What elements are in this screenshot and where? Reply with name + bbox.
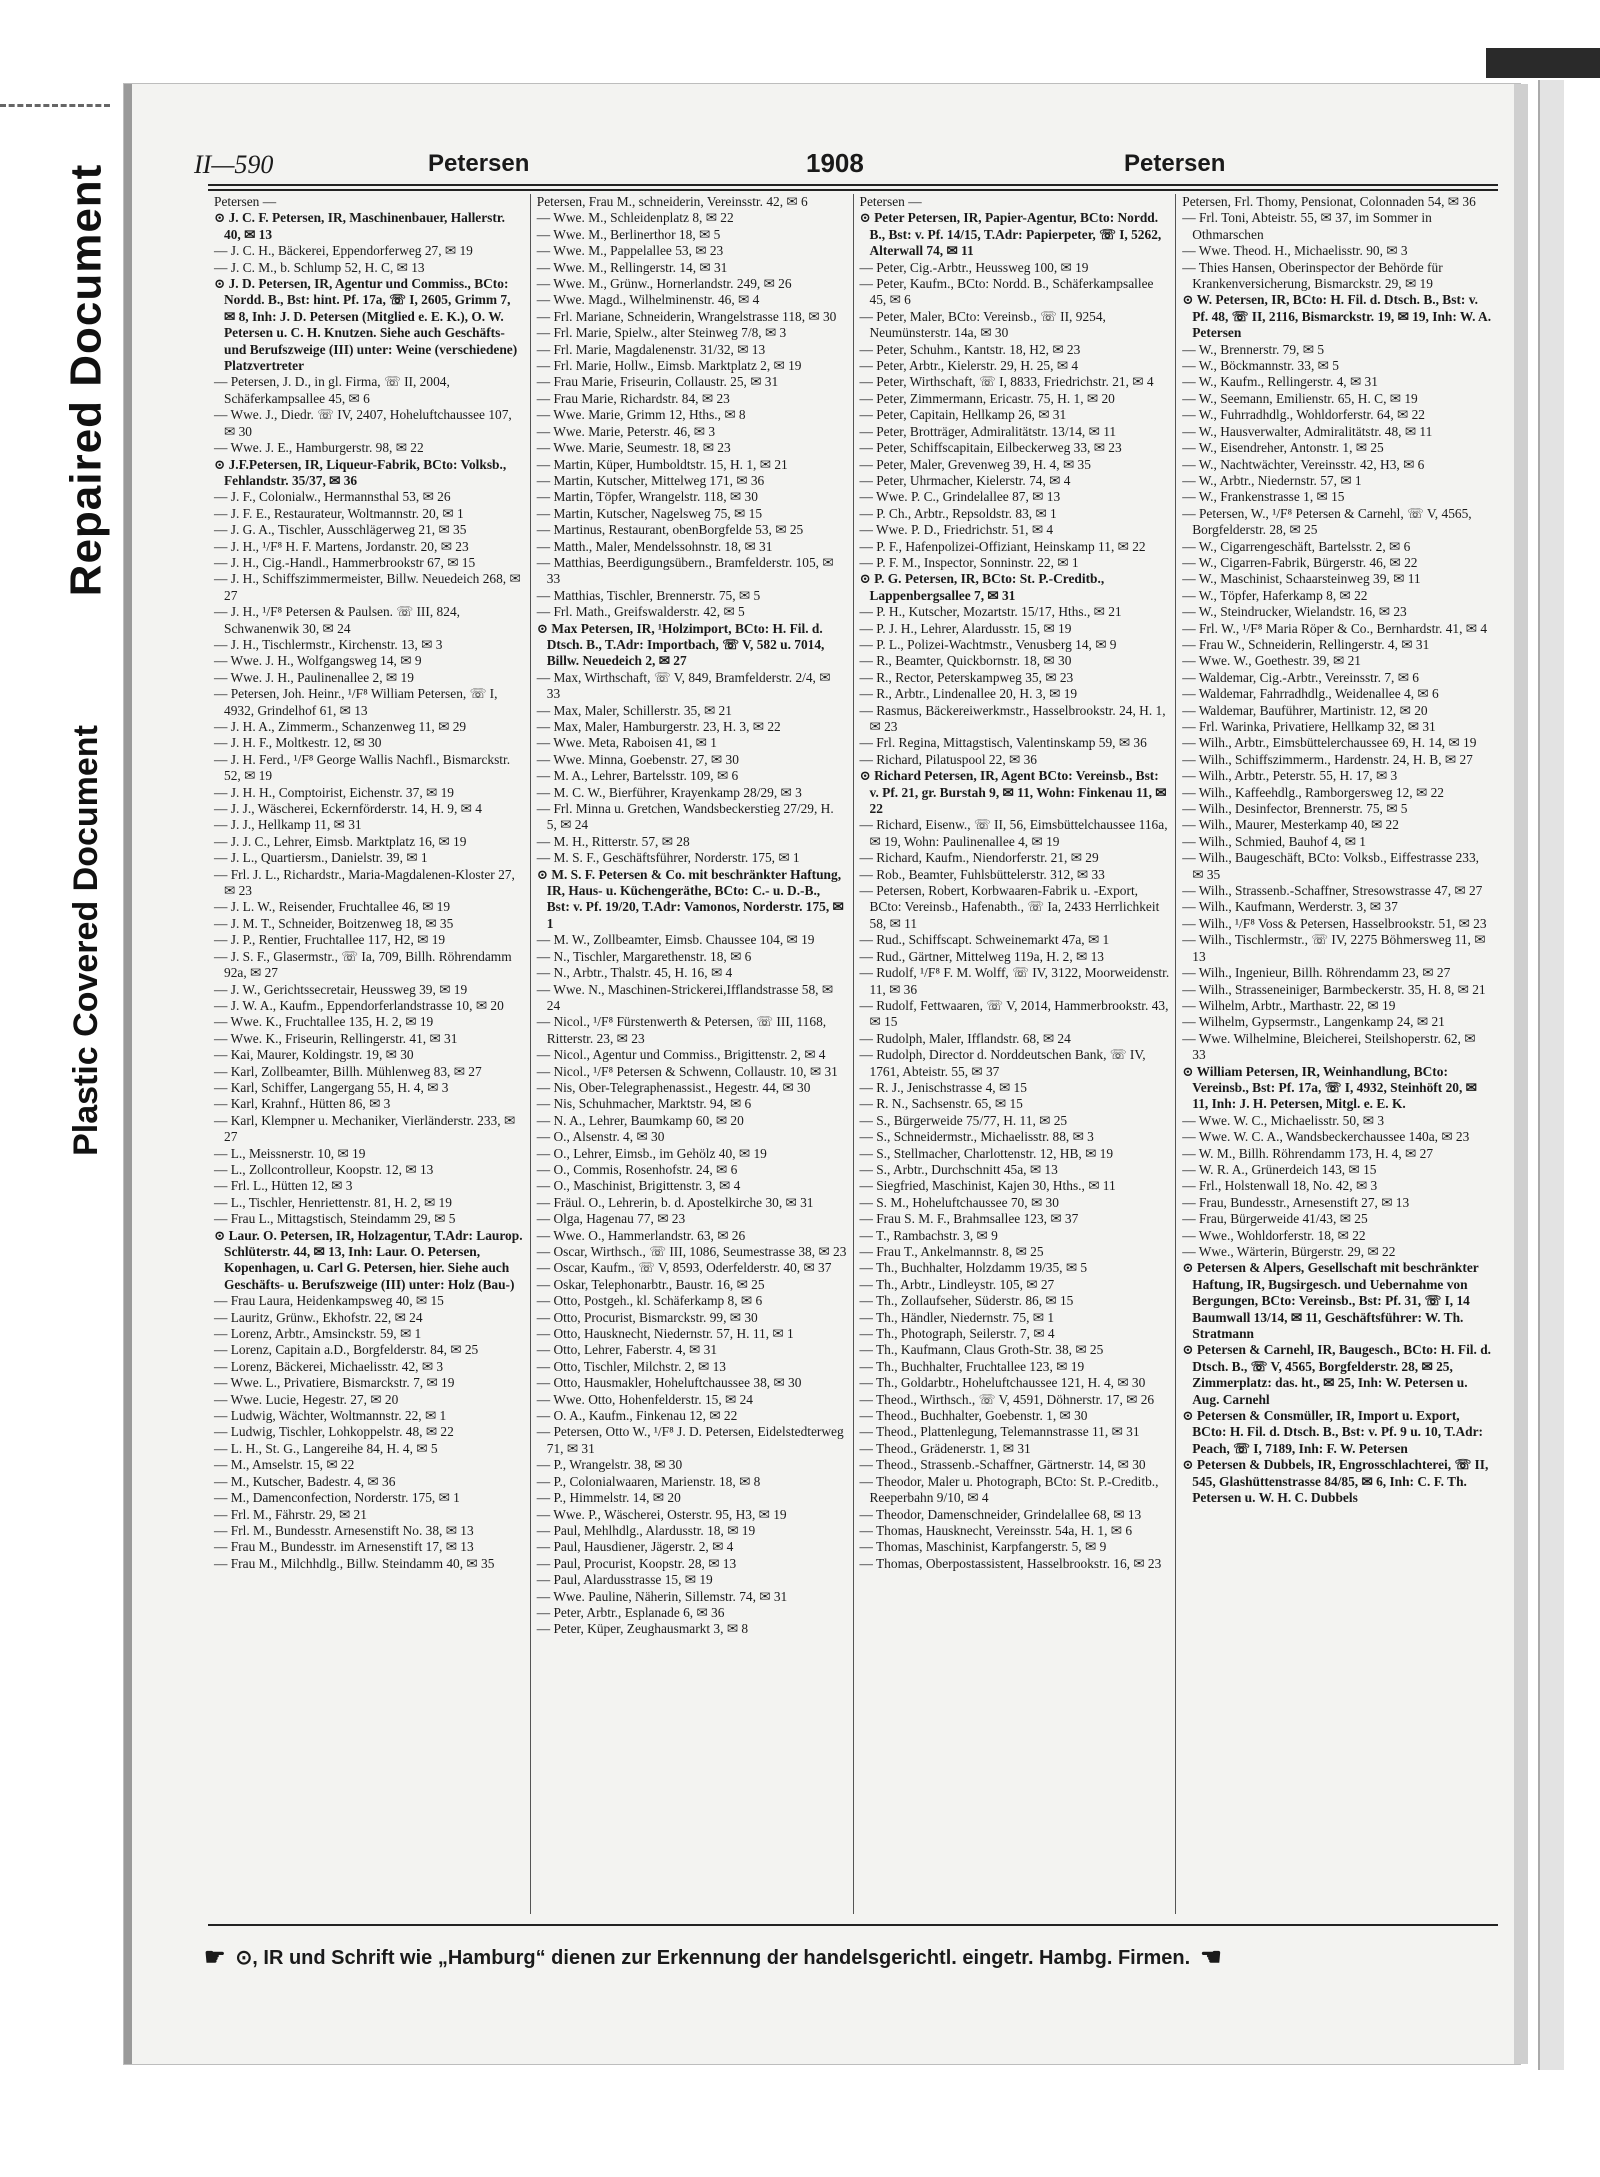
directory-entry: — J. G. A., Tischler, Ausschlägerweg 21, ✉ 35 [214,522,467,538]
directory-entry: — J. W., Gerichtssecretair, Heussweg 39, ✉ 19 [214,981,468,997]
directory-entry: — Thomas, Hausknecht, Vereinsstr. 54a, H. 1, ✉ 6 [859,1522,1133,1538]
directory-entry: — Theodor, Maler u. Photograph, BCto: St. P.-Creditb., Reeperbahn 9/10, ✉ 4 [859,1473,1159,1506]
directory-entry: — Frl. Minna u. Gretchen, Wandsbeckerstieg 27/29, H. 5, ✉ 24 [536,801,834,833]
footer-text: ⊙, IR und Schrift wie „Hamburg“ dienen zur Erkennung der handelsgerichtl. eingetr. Hambg. Firmen. [235,1946,1191,1969]
directory-entry: — Th., Photograph, Seilerstr. 7, ✉ 4 [859,1326,1055,1342]
directory-entry: — O., Lehrer, Eimsb., im Gehölz 40, ✉ 19 [536,1145,767,1161]
directory-entry: — J. C. M., b. Schlump 52, H. C, ✉ 13 [214,259,425,275]
column-1 [208,194,531,1914]
directory-entry: — Thomas, Maschinist, Karpfangerstr. 5, ✉ 9 [859,1539,1107,1555]
directory-entry: — Lauritz, Grünw., Ekhofstr. 22, ✉ 24 [214,1309,423,1325]
directory-entry: — Lorenz, Arbtr., Amsinckstr. 59, ✉ 1 [214,1326,422,1342]
directory-entry: — W., Steindrucker, Wielandstr. 16, ✉ 23 [1182,604,1407,620]
directory-entry: — Paul, Hausdiener, Jägerstr. 2, ✉ 4 [536,1539,734,1555]
directory-entry: — P. J. H., Lehrer, Alardusstr. 15, ✉ 19 [859,620,1072,636]
directory-entry: — Wwe. P. D., Friedrichstr. 51, ✉ 4 [859,522,1054,538]
directory-entry: — Peter, Schiffscapitain, Eilbeckerweg 33, ✉ 23 [859,440,1122,456]
directory-entry: — O., Commis, Rosenhofstr. 24, ✉ 6 [536,1161,738,1177]
directory-entry: — J. M. T., Schneider, Boitzenweg 18, ✉ 35 [214,915,454,931]
directory-entry: — Petersen, Joh. Heinr., ¹/F⁸ William Petersen, ☏ I, 4932, Grindelhof 61, ✉ 13 [214,686,498,718]
plastic-covered-label [58,680,114,1200]
directory-entry: — Peter, Arbtr., Kielerstr. 29, H. 25, ✉ 4 [859,358,1079,374]
directory-entry: — Peter, Arbtr., Esplanade 6, ✉ 36 [536,1604,725,1620]
directory-entry: — Wwe. Wilhelmine, Bleicherei, Steilshoperstr. 62, ✉ 33 [1182,1030,1476,1063]
directory-entry: — W., Brennerstr. 79, ✉ 5 [1182,341,1325,357]
directory-entry: — W., Maschinist, Schaarsteinweg 39, ✉ 11 [1182,571,1421,587]
directory-entry: — Otto, Procurist, Bismarckstr. 99, ✉ 30 [536,1309,758,1325]
directory-entry: — N., Arbtr., Thalstr. 45, H. 16, ✉ 4 [536,965,733,981]
directory-entry: — Frl. M., Bundesstr. Arnesenstift No. 38, ✉ 13 [214,1522,474,1538]
directory-entry: — Wilh., Baugeschäft, BCto: Volksb., Eiffestrasse 233, ✉ 35 [1182,850,1480,882]
directory-entry: — R. J., Jenischstrasse 4, ✉ 15 [859,1079,1027,1095]
directory-entry: — Wwe. M., Pappelallee 53, ✉ 23 [536,243,724,259]
repaired-document-text: Repaired Document [61,163,111,597]
directory-entry: — Wwe., Wärterin, Bürgerstr. 29, ✉ 22 [1182,1244,1396,1259]
directory-entry: — Thomas, Oberpostassistent, Hasselbrookstr. 16, ✉ 23 [859,1555,1162,1571]
scanner-corner-mark [1486,48,1600,78]
directory-entry: — O. A., Kaufm., Finkenau 12, ✉ 22 [536,1408,738,1424]
directory-entry: — Wwe. Meta, Raboisen 41, ✉ 1 [536,735,717,751]
firm-entry: ⊙ Laur. O. Petersen, IR, Holzagentur, T.Adr: Laurop. Schlüterstr. 44, ✉ 13, Inh: Laur. O. Petersen, Kopenhagen, u. Carl G. Petersen, hier. Siehe auch Geschäfts- u. Berufszweige (III) unter: Holz (Bau-) [214,1227,523,1292]
directory-entry: — Petersen, Robert, Korbwaaren-Fabrik u. -Export, BCto: Vereinsb., Hafenabth., ☏ Ia, 2433 Herrlichkeit 58, ✉ 11 [859,883,1160,931]
directory-entry: — Petersen, J. D., in gl. Firma, ☏ II, 2004, Schäferkampsallee 45, ✉ 6 [214,374,450,406]
directory-entry: — Frl. Mariane, Schneiderin, Wrangelstrasse 118, ✉ 30 [536,308,837,324]
page-left-edge [124,84,132,2064]
directory-entry: — J. F., Colonialw., Hermannsthal 53, ✉ 26 [214,489,451,505]
directory-entry: — J. L., Quartiersm., Danielstr. 39, ✉ 1 [214,850,428,866]
directory-entry: — Frl. J. L., Richardstr., Maria-Magdalenen-Kloster 27, ✉ 23 [214,866,515,899]
directory-entry: — P., Wrangelstr. 38, ✉ 30 [536,1457,683,1473]
directory-entry: — Wwe. W. C. A., Wandsbeckerchaussee 140a, ✉ 23 [1182,1129,1470,1145]
directory-entry: — Frl. Warinka, Privatiere, Hellkamp 32, ✉ 31 [1182,719,1436,734]
directory-entry: — Wilh., Desinfector, Brennerstr. 75, ✉ 5 [1182,801,1408,817]
directory-entry: — O., Alsenstr. 4, ✉ 30 [536,1129,665,1145]
page-right-edge [1514,84,1528,2064]
directory-entry: — Wwe. P. C., Grindelallee 87, ✉ 13 [859,489,1061,505]
directory-entry: — Ludwig, Tischler, Lohkoppelstr. 48, ✉ 22 [214,1424,454,1440]
directory-entry: — M. H., Ritterstr. 57, ✉ 28 [536,833,690,849]
directory-entry: Petersen — [214,194,277,209]
directory-entry: — Wilh., Ingenieur, Billh. Röhrendamm 23, ✉ 27 [1182,965,1451,981]
directory-entry: — W., Eisendreher, Antonstr. 1, ✉ 25 [1182,440,1384,456]
directory-entry: — Wilh., Arbtr., Peterstr. 55, H. 17, ✉ 3 [1182,768,1398,784]
directory-entry: — P. L., Polizei-Wachtmstr., Venusberg 14, ✉ 9 [859,636,1117,652]
directory-entry: — Peter, Maler, BCto: Vereinsb., ☏ II, 9254, Neumünsterstr. 14a, ✉ 30 [859,308,1106,341]
directory-entry: — Fräul. O., Lehrerin, b. d. Apostelkirche 30, ✉ 31 [536,1194,814,1210]
directory-entry: — Oskar, Telephonarbtr., Baustr. 16, ✉ 25 [536,1276,765,1292]
directory-entry: — Peter, Zimmermann, Ericastr. 75, H. 1, ✉ 20 [859,390,1115,406]
directory-entry: — J. H., Schiffszimmermeister, Billw. Neuedeich 268, ✉ 27 [214,571,521,603]
directory-entry: — M. C. W., Bierführer, Krayenkamp 28/29, ✉ 3 [536,784,802,800]
header-year: 1908 [806,148,864,178]
directory-entry: — J. J. C., Lehrer, Eimsb. Marktplatz 16, ✉ 19 [214,833,467,849]
firm-entry: ⊙ William Petersen, IR, Weinhandlung, BCto: Vereinsb., Bst: Pf. 17a, ☏ I, 4932, Steinhöft 20, ✉ 11, Inh: J. H. Petersen, Mitgl. e. E. K. [1182,1063,1477,1112]
directory-entry: — Frl. Marie, Spielw., alter Steinweg 7/8, ✉ 3 [536,325,787,341]
directory-entry: — Wwe. W., Goethestr. 39, ✉ 21 [1182,653,1361,669]
plastic-covered-text: Plastic Covered Document [66,724,105,1156]
directory-entry: — Th., Buchhalter, Holzdamm 19/35, ✉ 5 [859,1260,1088,1276]
directory-entry: — Rudolf, Fettwaaren, ☏ V, 2014, Hammerbrookstr. 43, ✉ 15 [859,997,1169,1030]
directory-entry: — J. C. H., Bäckerei, Eppendorferweg 27, ✉ 19 [214,243,473,259]
directory-entry: — Rasmus, Bäckereiwerkmstr., Hasselbrookstr. 24, H. 1, ✉ 23 [859,702,1166,734]
directory-entry: — Otto, Postgeh., kl. Schäferkamp 8, ✉ 6 [536,1293,763,1309]
directory-entry: — P. Ch., Arbtr., Repsoldstr. 83, ✉ 1 [859,505,1057,521]
directory-entry: — J. H. H., Comptoirist, Eichenstr. 37, ✉ 19 [214,784,454,800]
directory-entry: — Peter, Brotträger, Admiralitätstr. 13/14, ✉ 11 [859,423,1117,439]
directory-entry: — Wilh., Strassenb.-Schaffner, Stresowstrasse 47, ✉ 27 [1182,883,1483,899]
directory-entry: — Karl, Krahnf., Hütten 86, ✉ 3 [214,1096,391,1112]
directory-entry: — Th., Arbtr., Lindleystr. 105, ✉ 27 [859,1276,1055,1292]
directory-entry: — Th., Zollaufseher, Süderstr. 86, ✉ 15 [859,1293,1074,1309]
directory-entry: — Rud., Gärtner, Mittelweg 119a, H. 2, ✉ 13 [859,948,1104,964]
directory-entry: — Wwe. Marie, Seumestr. 18, ✉ 23 [536,440,731,456]
page-header [194,146,1494,186]
directory-entry: — J. H., Tischlermstr., Kirchenstr. 13, ✉ 3 [214,636,443,652]
directory-entry: — Peter, Küper, Zeughausmarkt 3, ✉ 8 [536,1621,749,1637]
directory-entry: — W., Kaufm., Rellingerstr. 4, ✉ 31 [1182,374,1378,390]
directory-entry: — J. F. E., Restaurateur, Woltmannstr. 20, ✉ 1 [214,505,464,521]
directory-entry: — M. A., Lehrer, Bartelsstr. 109, ✉ 6 [536,768,739,784]
directory-entry: — Wilh., Schiffszimmerm., Hardenstr. 24, H. B, ✉ 27 [1182,751,1473,767]
directory-entry: — Frau Marie, Friseurin, Collaustr. 25, ✉ 31 [536,374,779,390]
directory-entry: — Wilhelm, Arbtr., Marthastr. 22, ✉ 19 [1182,997,1396,1013]
directory-entry: — W. M., Billh. Röhrendamm 173, H. 4, ✉ 27 [1182,1145,1434,1161]
directory-entry: — Wwe. Theod. H., Michaelisstr. 90, ✉ 3 [1182,243,1408,259]
directory-entry: — Matth., Maler, Mendelssohnstr. 18, ✉ 31 [536,538,773,554]
directory-entry: — Frau Marie, Richardstr. 84, ✉ 23 [536,390,730,406]
directory-entry: — Rud., Schiffscapt. Schweinemarkt 47a, ✉ 1 [859,932,1110,948]
directory-entry: — J. P., Rentier, Fruchtallee 117, H2, ✉ 19 [214,932,446,948]
directory-entry: — J. H. A., Zimmerm., Schanzenweg 11, ✉ 29 [214,719,467,734]
column-2 [531,194,854,1914]
footer-rule [208,1924,1498,1926]
directory-entry: — W., Frankenstrasse 1, ✉ 15 [1182,489,1345,505]
directory-entry: — Peter, Capitain, Hellkamp 26, ✉ 31 [859,407,1067,423]
directory-entry: Petersen, Frl. Thomy, Pensionat, Colonnaden 54, ✉ 36 [1182,194,1476,209]
directory-entry: — M., Kutscher, Badestr. 4, ✉ 36 [214,1473,396,1489]
firm-entry: ⊙ J.F.Petersen, IR, Liqueur-Fabrik, BCto: Volksb., Fehlandstr. 35/37, ✉ 36 [214,456,507,488]
pointing-hand-left-icon: ☛ [204,1943,226,1971]
directory-entry: — Frl. Marie, Hollw., Eimsb. Marktplatz 2, ✉ 19 [536,358,802,374]
directory-entry: — Wwe. L., Privatiere, Bismarckstr. 7, ✉ 19 [214,1375,455,1391]
directory-entry: — Frau W., Schneiderin, Rellingerstr. 4, ✉ 31 [1182,636,1430,652]
directory-entry: — Karl, Schiffer, Langergang 55, H. 4, ✉ 3 [214,1079,449,1095]
directory-entry: — J. L. W., Reisender, Fruchtallee 46, ✉ 19 [214,899,451,915]
directory-entry: — Richard, Kaufm., Niendorferstr. 21, ✉ 29 [859,850,1099,866]
directory-entry: — Max, Maler, Schillerstr. 35, ✉ 21 [536,702,732,718]
directory-entry: — W., Cigarrengeschäft, Bartelsstr. 2, ✉ 6 [1182,538,1411,554]
directory-entry: — Petersen, Otto W., ¹/F⁸ J. D. Petersen, Eidelstedterweg 71, ✉ 31 [536,1424,844,1456]
directory-entry: — Olga, Hagenau 77, ✉ 23 [536,1211,686,1227]
directory-entry: — P. F., Hafenpolizei-Offiziant, Heinskamp 11, ✉ 22 [859,538,1146,554]
directory-entry: — Wwe. Marie, Grimm 12, Hths., ✉ 8 [536,407,746,423]
directory-entry: — Paul, Alardusstrasse 15, ✉ 19 [536,1572,713,1588]
directory-entry: — T., Rambachstr. 3, ✉ 9 [859,1227,998,1243]
directory-entry: — W., Arbtr., Niedernstr. 57, ✉ 1 [1182,472,1362,488]
directory-entry: — Matthias, Tischler, Brennerstr. 75, ✉ 5 [536,587,761,603]
directory-entry: — Wwe. M., Berlinerthor 18, ✉ 5 [536,226,721,242]
directory-entry: — Frl. W., ¹/F⁸ Maria Röper & Co., Bernhardstr. 41, ✉ 4 [1182,620,1488,636]
directory-entry: — R., Rector, Peterskampweg 35, ✉ 23 [859,669,1074,685]
directory-entry: — Max, Wirthschaft, ☏ V, 849, Bramfelderstr. 2/4, ✉ 33 [536,669,831,702]
directory-entry: — Th., Händler, Niedernstr. 75, ✉ 1 [859,1309,1055,1325]
directory-entry: — Wwe. Lucie, Hegestr. 27, ✉ 20 [214,1391,399,1407]
directory-entry: — Theod., Buchhalter, Goebenstr. 1, ✉ 30 [859,1408,1088,1424]
header-rule-2 [208,189,1498,191]
directory-entry: — W., Böckmannstr. 33, ✉ 5 [1182,358,1339,374]
directory-entry: — Frl. Marie, Magdalenenstr. 31/32, ✉ 13 [536,341,766,357]
directory-entry: — Wwe. J., Diedr. ☏ IV, 2407, Hoheluftchaussee 107, ✉ 30 [214,407,512,439]
page-footer [204,1940,1504,1974]
directory-entry: — R., Arbtr., Lindenallee 20, H. 3, ✉ 19 [859,686,1078,702]
directory-entry: — N. A., Lehrer, Baumkamp 60, ✉ 20 [536,1112,744,1128]
directory-entry: — Paul, Procurist, Koopstr. 28, ✉ 13 [536,1555,737,1571]
directory-entry: — Wwe., Wohldorferstr. 18, ✉ 22 [1182,1227,1366,1243]
directory-entry: — Wilh., ¹/F⁸ Voss & Petersen, Hasselbrookstr. 51, ✉ 23 [1182,915,1487,931]
directory-entry: — Wwe. Magd., Wilhelminenstr. 46, ✉ 4 [536,292,760,308]
directory-entry: — Wwe. Minna, Goebenstr. 27, ✉ 30 [536,751,739,767]
firm-entry: ⊙ Petersen & Dubbels, IR, Engrosschlachterei, ☏ II, 545, Glashüttenstrasse 84/85, ✉ 6, Inh: C. F. Th. Petersen u. W. H. C. Dubbels [1182,1457,1489,1506]
directory-entry: — Wwe. O., Hammerlandstr. 63, ✉ 26 [536,1227,746,1243]
directory-entry: — J. H., ¹/F⁸ H. F. Martens, Jordanstr. 20, ✉ 23 [214,538,469,554]
directory-entry: — Wwe. M., Rellingerstr. 14, ✉ 31 [536,259,728,275]
directory-entry: — Karl, Klempner u. Mechaniker, Vierländerstr. 233, ✉ 27 [214,1112,516,1145]
page-binding-edge [1538,80,1564,2070]
directory-entry: — Th., Goldarbtr., Hoheluftchaussee 121, H. 4, ✉ 30 [859,1375,1146,1391]
directory-entry: — Frl. Toni, Abteistr. 55, ✉ 37, im Sommer in Othmarschen [1182,210,1432,242]
firm-entry: ⊙ J. C. F. Petersen, IR, Maschinenbauer, Hallerstr. 40, ✉ 13 [214,210,505,242]
directory-entry: — Wwe. M., Grünw., Hornerlandstr. 249, ✉ 26 [536,276,792,292]
firm-entry: ⊙ W. Petersen, IR, BCto: H. Fil. d. Dtsch. B., Bst: v. Pf. 48, ☏ II, 2116, Bismarckstr. 19, ✉ 19, Inh: W. A. Petersen [1182,292,1492,341]
directory-entry: — S., Stellmacher, Charlottenstr. 12, HB, ✉ 19 [859,1145,1114,1161]
directory-entry: — Wwe. K., Friseurin, Rellingerstr. 41, ✉ 31 [214,1030,458,1046]
directory-entry: — Martin, Kutscher, Nagelsweg 75, ✉ 15 [536,505,763,521]
directory-entry: Petersen — [859,194,922,209]
directory-entry: — Nis, Schuhmacher, Marktstr. 94, ✉ 6 [536,1096,752,1112]
directory-entry: — Rudolf, ¹/F⁸ F. M. Wolff, ☏ IV, 3122, Moorweidenstr. 11, ✉ 36 [859,965,1170,997]
directory-entry: — W., Seemann, Emilienstr. 65, H. C, ✉ 19 [1182,390,1418,406]
directory-entry: — Wwe. M., Schleidenplatz 8, ✉ 22 [536,210,734,226]
directory-entry: — Oscar, Kaufm., ☏ V, 8593, Oderfelderstr. 40, ✉ 37 [536,1260,832,1276]
directory-entry: — Ludwig, Wächter, Woltmannstr. 22, ✉ 1 [214,1408,447,1424]
directory-entry: — J. H., Cig.-Handl., Hammerbrookstr 67, ✉ 15 [214,554,476,570]
directory-entry: — Nis, Ober-Telegraphenassist., Hegestr. 44, ✉ 30 [536,1079,811,1095]
directory-entry: — Rudolph, Maler, Ifflandstr. 68, ✉ 24 [859,1030,1071,1046]
directory-entry: — J. W. A., Kaufm., Eppendorferlandstrasse 10, ✉ 20 [214,997,504,1013]
directory-entry: — Nicol., ¹/F⁸ Fürstenwerth & Petersen, ☏ III, 1168, Ritterstr. 23, ✉ 23 [536,1014,827,1046]
directory-entry: — J. H. F., Moltkestr. 12, ✉ 30 [214,735,382,751]
directory-entry: — Richard, Pilatuspool 22, ✉ 36 [859,751,1037,767]
directory-entry: — Nicol., ¹/F⁸ Petersen & Schwenn, Collaustr. 10, ✉ 31 [536,1063,838,1079]
directory-entry: — Matthias, Beerdigungsübern., Bramfelderstr. 105, ✉ 33 [536,554,834,587]
directory-entry: — Th., Buchhalter, Fruchtallee 123, ✉ 19 [859,1358,1085,1374]
directory-entry: — L., Tischler, Henriettenstr. 81, H. 2, ✉ 19 [214,1194,452,1210]
directory-entry: — W., Cigarren-Fabrik, Bürgerstr. 46, ✉ 22 [1182,554,1418,570]
directory-entry: — O., Maschinist, Brigittenstr. 3, ✉ 4 [536,1178,741,1194]
directory-entry: — R. N., Sachsenstr. 65, ✉ 15 [859,1096,1023,1112]
directory-entry: — Paul, Mehlhdlg., Alardusstr. 18, ✉ 19 [536,1522,756,1538]
directory-entry: — Otto, Hausknecht, Niedernstr. 57, H. 11, ✉ 1 [536,1326,794,1342]
directory-entry: — Peter, Cig.-Arbtr., Heussweg 100, ✉ 19 [859,259,1089,275]
directory-entry: — Lorenz, Capitain a.D., Borgfelderstr. 84, ✉ 25 [214,1342,479,1358]
directory-entry: — Richard, Eisenw., ☏ II, 56, Eimsbüttelchaussee 116a, ✉ 19, Wohn: Paulinenallee 4, ✉ 19 [859,817,1168,849]
directory-entry: — J. H., ¹/F⁸ Petersen & Paulsen. ☏ III, 824, Schwanenwik 30, ✉ 24 [214,604,460,636]
pointing-hand-right-icon: ☚ [1200,1943,1222,1971]
directory-entry: — J. J., Hellkamp 11, ✉ 31 [214,817,362,833]
directory-entry: — Wwe. Marie, Peterstr. 46, ✉ 3 [536,423,716,439]
directory-entry: — W. R. A., Grünerdeich 143, ✉ 15 [1182,1161,1377,1177]
directory-entry: — L. H., St. G., Langereihe 84, H. 4, ✉ 5 [214,1440,438,1456]
directory-entry: — Frau T., Ankelmannstr. 8, ✉ 25 [859,1244,1044,1259]
directory-entry: — Wwe. Otto, Hohenfelderstr. 15, ✉ 24 [536,1391,754,1407]
directory-entry: — Frau, Bürgerweide 41/43, ✉ 25 [1182,1211,1368,1227]
directory-entry: — Thies Hansen, Oberinspector der Behörde für Krankenversicherung, Bismarckstr. 29, ✉ 19 [1182,259,1443,292]
directory-entry: — Wwe. J. H., Wolfgangsweg 14, ✉ 9 [214,653,422,669]
directory-entry: — P. H., Kutscher, Mozartstr. 15/17, Hths., ✉ 21 [859,604,1122,620]
directory-columns [208,194,1498,1914]
directory-entry: — M. S. F., Geschäftsführer, Norderstr. 175, ✉ 1 [536,850,800,866]
directory-entry: — Frl. L., Hütten 12, ✉ 3 [214,1178,353,1194]
firm-entry: ⊙ Max Petersen, IR, ¹Holzimport, BCto: H. Fil. d. Dtsch. B., T.Adr: Importbach, ☏ V, 582 u. 7014, Billw. Neuedeich 2, ✉ 27 [536,620,825,669]
firm-entry: ⊙ Peter Petersen, IR, Papier-Agentur, BCto: Nordd. B., Bst: v. Pf. 14/15, T.Adr: Papierpeter, ☏ I, 5262, Alterwall 74, ✉ 11 [859,210,1162,259]
directory-entry: — Max, Maler, Hamburgerstr. 23, H. 3, ✉ 22 [536,719,781,734]
directory-entry: — Peter, Wirthschaft, ☏ I, 8833, Friedrichstr. 21, ✉ 4 [859,374,1154,390]
directory-entry: — Wilhelm, Gypsermstr., Langenkamp 24, ✉ 21 [1182,1014,1445,1030]
firm-entry: ⊙ J. D. Petersen, IR, Agentur und Commiss., BCto: Nordd. B., Bst: hint. Pf. 17a, ☏ I, 2605, Grimm 7, ✉ 8, Inh: J. D. Petersen (Mitglied e. E. K.), O. W. Petersen u. C. H. Knutzen. Siehe auch Geschäfts- und Berufszweige (III) unter: Weine (verschiedene) Platzvertreter [214,276,518,374]
directory-entry: — Wwe. Pauline, Näherin, Sillemstr. 74, ✉ 31 [536,1588,788,1604]
directory-entry: — P. F. M., Inspector, Sonninstr. 22, ✉ 1 [859,554,1079,570]
directory-entry: — Waldemar, Cig.-Arbtr., Vereinsstr. 7, ✉ 6 [1182,669,1419,685]
column-4 [1176,194,1498,1914]
directory-entry: — Th., Kaufmann, Claus Groth-Str. 38, ✉ 25 [859,1342,1104,1358]
directory-entry: — Theod., Plattenlegung, Telemannstrasse 11, ✉ 31 [859,1424,1140,1440]
directory-entry: — Wilh., Maurer, Mesterkamp 40, ✉ 22 [1182,817,1399,833]
directory-entry: — Oscar, Wirthsch., ☏ III, 1086, Seumestrasse 38, ✉ 23 [536,1244,847,1259]
directory-entry: — Peter, Schuhm., Kantstr. 18, H2, ✉ 23 [859,341,1081,357]
directory-entry: — Wilh., Schmied, Bauhof 4, ✉ 1 [1182,833,1367,849]
firm-entry: ⊙ M. S. F. Petersen & Co. mit beschränkter Haftung, IR, Haus- u. Küchengeräthe, BCto: C.- u. D.-B., Bst: v. Pf. 19/20, T.Adr: Vamonos, Norderstr. 175, ✉ 1 [536,866,844,931]
directory-entry: — Martin, Küper, Humboldtstr. 15, H. 1, ✉ 21 [536,456,788,472]
directory-entry: — Theod., Strassenb.-Schaffner, Gärtnerstr. 14, ✉ 30 [859,1457,1146,1473]
directory-entry: — Wilh., Strasseneinigeг, Barmbeckerstr. 35, H. 8, ✉ 21 [1182,981,1486,997]
directory-entry: — Martin, Töpfer, Wrangelstr. 118, ✉ 30 [536,489,758,505]
firm-entry: ⊙ Richard Petersen, IR, Agent BCto: Vereinsb., Bst: v. Pf. 21, gr. Burstah 9, ✉ 11, Wohn: Finkenau 11, ✉ 22 [859,768,1167,817]
directory-entry: — Theod., Grädenerstr. 1, ✉ 31 [859,1440,1031,1456]
directory-entry: — S., Arbtr., Durchschnitt 45a, ✉ 13 [859,1161,1058,1177]
directory-entry: — Karl, Zollbeamter, Billh. Mühlenweg 83, ✉ 27 [214,1063,482,1079]
directory-entry: — Frau S. M. F., Brahmsallee 123, ✉ 37 [859,1211,1079,1227]
directory-entry: — M., Amselstr. 15, ✉ 22 [214,1457,355,1473]
directory-entry: — Wilh., Arbtr., Eimsbüttelerchaussee 69, H. 14, ✉ 19 [1182,735,1477,751]
directory-entry: — L., Meissnerstr. 10, ✉ 19 [214,1145,366,1161]
directory-entry: — Peter, Uhrmacher, Kielerstr. 74, ✉ 4 [859,472,1071,488]
directory-entry: — W., Nachtwächter, Vereinsstr. 42, H3, ✉ 6 [1182,456,1425,472]
directory-entry: — Frl. Math., Greifswalderstr. 42, ✉ 5 [536,604,745,620]
directory-entry: — Kai, Maurer, Koldingstr. 19, ✉ 30 [214,1047,414,1063]
firm-entry: ⊙ Petersen & Consmüller, IR, Import u. Export, BCto: H. Fil. d. Dtsch. B., Bst: v. Pf. 9 u. 10, T.Adr: Peach, ☏ I, 7189, Inh: F. W. Petersen [1182,1408,1484,1456]
directory-entry: — Frl. Regina, Mittagstisch, Valentinskamp 59, ✉ 36 [859,735,1147,751]
directory-entry: — Frl., Holstenwall 18, No. 42, ✉ 3 [1182,1178,1378,1194]
directory-entry: — Wwe. K., Fruchtallee 135, H. 2, ✉ 19 [214,1014,434,1030]
directory-entry: — Otto, Tischler, Milchstr. 2, ✉ 13 [536,1358,726,1374]
scan-edge-dash [0,104,110,107]
directory-entry: — Rob., Beamter, Fuhlsbüttelerstr. 312, ✉ 33 [859,866,1105,882]
directory-entry: — Siegfried, Maschinist, Kajen 30, Hths., ✉ 11 [859,1178,1116,1194]
directory-page [124,84,1520,2064]
page-number: II—590 [194,150,274,179]
directory-entry: — Frau, Bundesstr., Arnesenstift 27, ✉ 13 [1182,1194,1410,1210]
directory-entry: — J. J., Wäscherei, Eckernförderstr. 14, H. 9, ✉ 4 [214,801,482,817]
header-left-name: Petersen [428,150,530,177]
directory-entry: — Lorenz, Bäckerei, Michaelisstr. 42, ✉ 3 [214,1358,444,1374]
directory-entry: — Wwe. J. H., Paulinenallee 2, ✉ 19 [214,669,414,685]
directory-entry: — Theod., Wirthsch., ☏ V, 4591, Döhnerstr. 17, ✉ 26 [859,1391,1155,1407]
directory-entry: — S., Schneidermstr., Michaelisstr. 88, ✉ 3 [859,1129,1094,1145]
directory-entry: — Petersen, W., ¹/F⁸ Petersen & Carnehl, ☏ V, 4565, Borgfelderstr. 28, ✉ 25 [1182,505,1472,538]
directory-entry: — W., Fuhrradhdlg., Wohldorferstr. 64, ✉ 22 [1182,407,1425,423]
directory-entry: — J. H. Ferd., ¹/F⁸ George Wallis Nachfl., Bismarckstr. 52, ✉ 19 [214,751,511,784]
directory-entry: Petersen, Frau M., schneiderin, Vereinsstr. 42, ✉ 6 [536,194,808,209]
directory-entry: — Otto, Lehrer, Faberstr. 4, ✉ 31 [536,1342,718,1358]
directory-entry: — Frau Laura, Heidenkampsweg 40, ✉ 15 [214,1293,444,1309]
directory-entry: — Martin, Kutscher, Mittelweg 171, ✉ 36 [536,472,765,488]
directory-entry: — Theodor, Damenschneider, Grindelallee 68, ✉ 13 [859,1506,1142,1522]
directory-entry: — R., Beamter, Quickbornstr. 18, ✉ 30 [859,653,1072,669]
directory-entry: — Martinus, Restaurant, obenBorgfelde 53, ✉ 25 [536,522,804,538]
directory-entry: — Wilh., Kaffeehdlg., Ramborgersweg 12, ✉ 22 [1182,784,1444,800]
directory-entry: — Frau L., Mittagstisch, Steindamm 29, ✉ 5 [214,1211,456,1227]
directory-entry: — S., Bürgerweide 75/77, H. 11, ✉ 25 [859,1112,1068,1128]
firm-entry: ⊙ Petersen & Carnehl, IR, Baugesch., BCto: H. Fil. d. Dtsch. B., ☏ V, 4565, Borgfelderstr. 28, ✉ 25, Zimmerplatz: das. ht., ✉ 25, Inh: W. Petersen u. Aug. Carnehl [1182,1342,1492,1407]
directory-entry: — M., Damenconfection, Norderstr. 175, ✉ 1 [214,1490,460,1506]
directory-entry: — L., Zollcontrolleur, Koopstr. 12, ✉ 13 [214,1161,434,1177]
directory-entry: — Nicol., Agentur und Commiss., Brigittenstr. 2, ✉ 4 [536,1047,826,1063]
directory-entry: — Peter, Maler, Grevenweg 39, H. 4, ✉ 35 [859,456,1091,472]
directory-entry: — P., Himmelstr. 14, ✉ 20 [536,1490,681,1506]
directory-entry: — J. S. F., Glasermstr., ☏ Ia, 709, Billh. Röhrendamm 92a, ✉ 27 [214,948,512,981]
directory-entry: — P., Colonialwaaren, Marienstr. 18, ✉ 8 [536,1473,761,1489]
directory-entry: — Peter, Kaufm., BCto: Nordd. B., Schäferkampsallee 45, ✉ 6 [859,276,1154,308]
directory-entry: — N., Tischler, Margarethenstr. 18, ✉ 6 [536,948,752,964]
directory-entry: — Otto, Hausmakler, Hoheluftchaussee 38, ✉ 30 [536,1375,802,1391]
header-right-name: Petersen [1124,150,1226,177]
directory-entry: — Wilh., Tischlermstr., ☏ IV, 2275 Böhmersweg 11, ✉ 13 [1182,932,1486,964]
directory-entry: — M. W., Zollbeamter, Eimsb. Chaussee 104, ✉ 19 [536,932,815,948]
directory-entry: — Frau M., Bundesstr. im Arnesenstift 17, ✉ 13 [214,1539,474,1555]
column-3 [854,194,1177,1914]
directory-entry: — Waldemar, Fahrradhdlg., Weidenallee 4, ✉ 6 [1182,686,1439,702]
directory-entry: — Wwe. W. C., Michaelisstr. 50, ✉ 3 [1182,1112,1385,1128]
directory-entry: — Waldemar, Bauführer, Martinistr. 12, ✉ 20 [1182,702,1428,718]
firm-entry: ⊙ P. G. Petersen, IR, BCto: St. P.-Creditb., Lappenbergsallee 7, ✉ 31 [859,571,1105,603]
directory-entry: — Rudolph, Director d. Norddeutschen Bank, ☏ IV, 1761, Abteistr. 55, ✉ 37 [859,1047,1146,1079]
directory-entry: — S. M., Hoheluftchaussee 70, ✉ 30 [859,1194,1059,1210]
directory-entry: — Frl. M., Fährstr. 29, ✉ 21 [214,1506,367,1522]
directory-entry: — W., Hausverwalter, Admiralitätstr. 48, ✉ 11 [1182,423,1433,439]
directory-entry: — Wwe. P., Wäscherei, Osterstr. 95, H3, ✉ 19 [536,1506,787,1522]
directory-entry: — Wwe. J. E., Hamburgerstr. 98, ✉ 22 [214,440,424,456]
directory-entry: — Wwe. N., Maschinen-Strickerei,Ifflandstrasse 58, ✉ 24 [536,981,834,1013]
directory-entry: — W., Töpfer, Haferkamp 8, ✉ 22 [1182,587,1368,603]
directory-entry: — Wilh., Kaufmann, Werderstr. 3, ✉ 37 [1182,899,1398,915]
repaired-document-label [58,120,114,640]
header-rule [208,184,1498,186]
firm-entry: ⊙ Petersen & Alpers, Gesellschaft mit beschränkter Haftung, IR, Bugsirgesch. und Uebernahme von Bergungen, BCto: Vereinsb., Bst: Pf. 31, ☏ I, 14 Baumwall 13/14, ✉ 11, Geschäftsführer: W. Th. Stratmann [1182,1260,1479,1342]
directory-entry: — Frau M., Milchhdlg., Billw. Steindamm 40, ✉ 35 [214,1555,495,1571]
